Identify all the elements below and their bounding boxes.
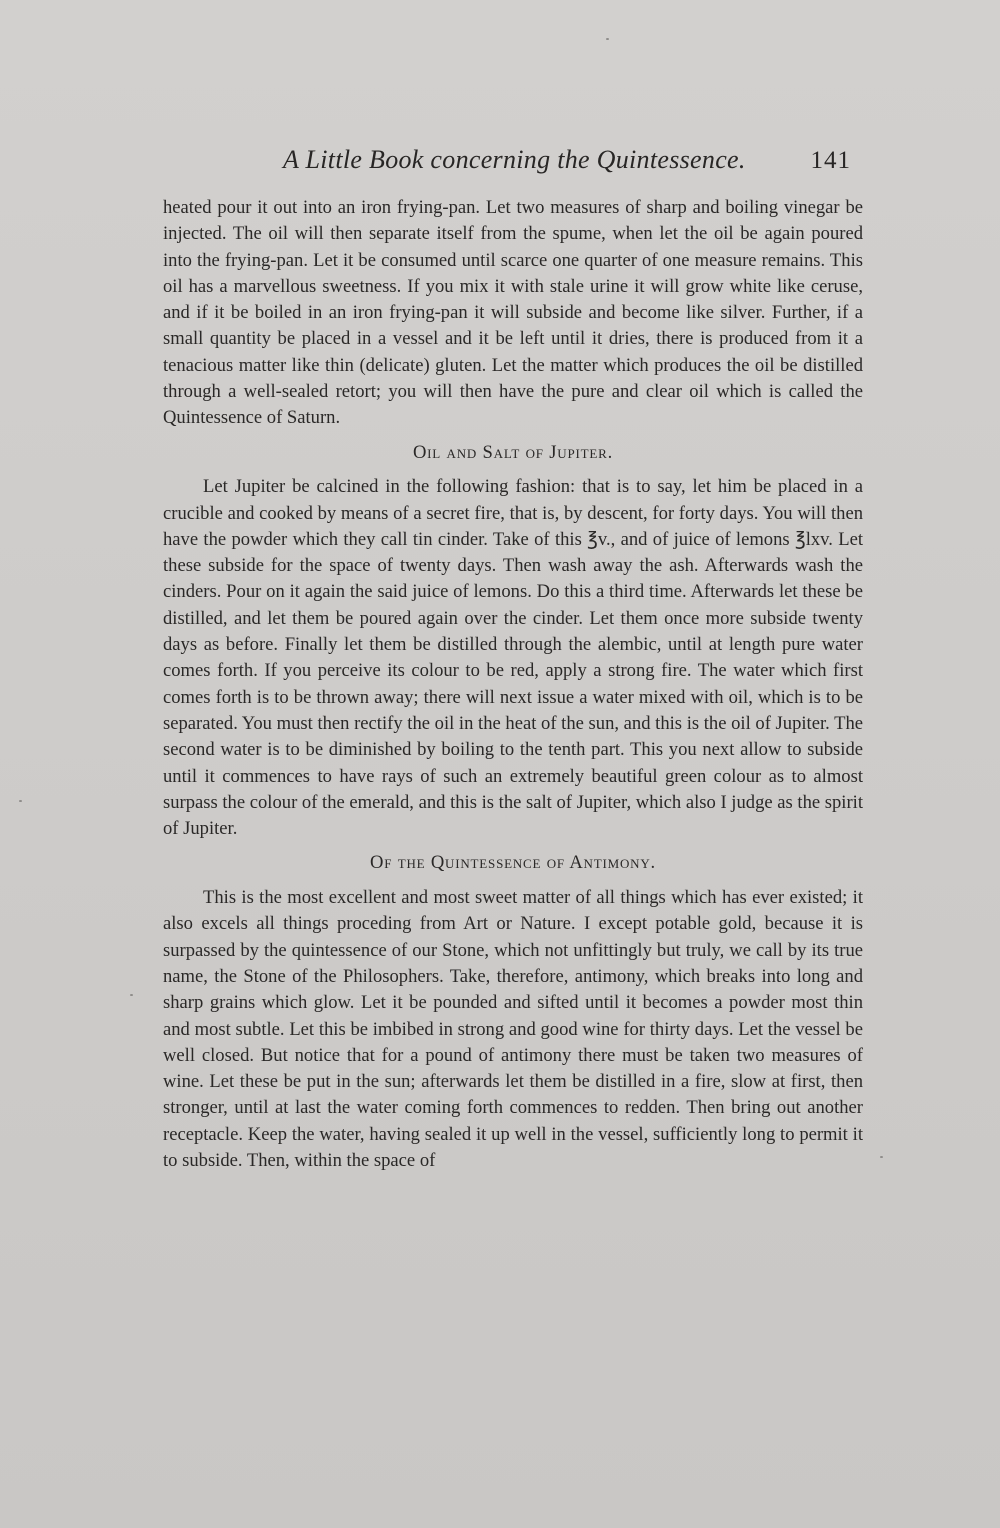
- paper-speck: [19, 800, 22, 802]
- paper-speck: [130, 994, 133, 996]
- paragraph-antimony: This is the most excellent and most sweet matter of all things which has ever existed; it also excels all things proceding from Art or Nature. I except potable gold, because it is surpassed by the quintessence of our Stone, which not unfittingly but truly, we call by its true name, the Stone of the Philosophers. Take, therefore, antimony, which breaks into long and sharp grains which glow. Let it be pounded and sifted until it becomes a powder most thin and most subtle. Let this be imbibed in strong and good wine for thirty days. Let the vessel be well closed. But notice that for a pound of antimony there must be taken two measures of wine. Let these be put in the sun; afterwards let them be distilled in a fire, slow at first, then stronger, until at last the water coming forth commences to redden. Then bring out another receptacle. Keep the water, having sealed it up well in the vessel, sufficiently long to permit it to subside. Then, within the space of: [163, 887, 863, 1171]
- paragraph-jupiter: Let Jupiter be calcined in the following fashion: that is to say, let him be placed in a crucible and cooked by means of a secret fire, that is, by descent, for forty days. You will then have the powder which they call tin cinder. Take of this ℥v., and of juice of lemons ℥lxv. Let these subside for the space of twenty days. Then wash away the ash. Afterwards wash the cinders. Pour on it again the said juice of lemons. Do this a third time. Afterwards let these be distilled, and let them be poured again over the cinder. Let them once more subside twenty days as before. Finally let them be distilled through the alembic, until at length pure water comes forth. If you perceive its colour to be red, apply a strong fire. The water which first comes forth is to be thrown away; there will next issue a water mixed with oil, which is to be separated. You must then rectify the oil in the heat of the sun, and this is the oil of Jupiter. The second water is to be diminished by boiling to the tenth part. This you next allow to subside until it commences to have rays of such an extremely beautiful green colour as to almost surpass the colour of the emerald, and this is the salt of Jupiter, which also I judge as the spirit of Jupiter.: [163, 476, 863, 840]
- running-head: [163, 143, 873, 183]
- running-title: A Little Book concerning the Quintessence.: [283, 145, 746, 174]
- paragraph-saturn-continued: heated pour it out into an iron frying-pan. Let two measures of sharp and boiling vinegar be injected. The oil will then separate itself from the spume, when let the oil be again poured into the frying-pan. Let it be consumed until scarce one quarter of one measure remains. This oil has a marvellous sweetness. If you mix it with stale urine it will grow white like ceruse, and if it be boiled in an iron frying-pan it will subside and become like silver. Further, if a small quantity be placed in a vessel and it be left until it dries, there is produced from it a tenacious matter like thin (delicate) gluten. Let the matter which produces the oil be distilled through a well-sealed retort; you will then have the pure and clear oil which is called the Quintessence of Saturn.: [163, 197, 863, 429]
- section-heading-jupiter: Oil and Salt of Jupiter.: [412, 441, 614, 463]
- page-number: 141: [810, 147, 851, 174]
- paper-speck: [606, 38, 609, 40]
- paper-speck: [880, 1156, 883, 1158]
- body-text: [163, 195, 863, 1174]
- section-heading-antimony: Of the Quintessence of Antimony.: [370, 852, 656, 874]
